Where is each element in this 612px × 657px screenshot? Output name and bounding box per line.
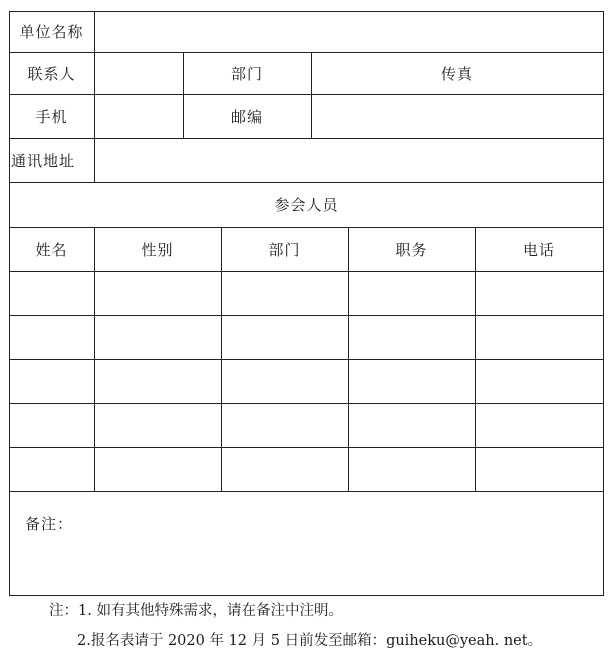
note-line-2: 2.报名表请于 2020 年 12 月 5 日前发至邮箱：guiheku@yeah. net。 [77, 633, 543, 649]
postcode-field[interactable] [312, 95, 603, 138]
org-name-label: 单位名称 [19, 23, 84, 41]
registration-form [9, 11, 604, 596]
col-dept-header: 部门 [268, 240, 301, 259]
grid-line [9, 595, 604, 596]
address-label: 通讯地址 [11, 151, 76, 170]
col-title-header: 职务 [395, 240, 428, 259]
col-phone-header: 电话 [522, 240, 555, 259]
org-name-field[interactable] [95, 12, 603, 52]
fax-label: 传真 [440, 64, 473, 83]
remarks-label: 备注： [25, 515, 74, 533]
grid-line [9, 403, 604, 404]
contact-label: 联系人 [27, 64, 76, 83]
address-field[interactable] [95, 139, 603, 182]
grid-line [9, 359, 604, 360]
mobile-field[interactable] [95, 95, 183, 138]
attendees-title: 参会人员 [274, 196, 339, 214]
contact-field[interactable] [95, 53, 183, 94]
col-name-header: 姓名 [35, 240, 68, 259]
dept-label: 部门 [230, 64, 263, 83]
postcode-label: 邮编 [230, 107, 263, 126]
note-line-1: 注：1. 如有其他特殊需求，请在备注中注明。 [49, 603, 343, 619]
col-gender-header: 性别 [141, 240, 174, 259]
grid-line [9, 271, 604, 272]
mobile-label: 手机 [35, 107, 68, 126]
grid-line [603, 11, 604, 596]
grid-line [9, 447, 604, 448]
remarks-field[interactable] [10, 492, 603, 595]
grid-line [9, 315, 604, 316]
